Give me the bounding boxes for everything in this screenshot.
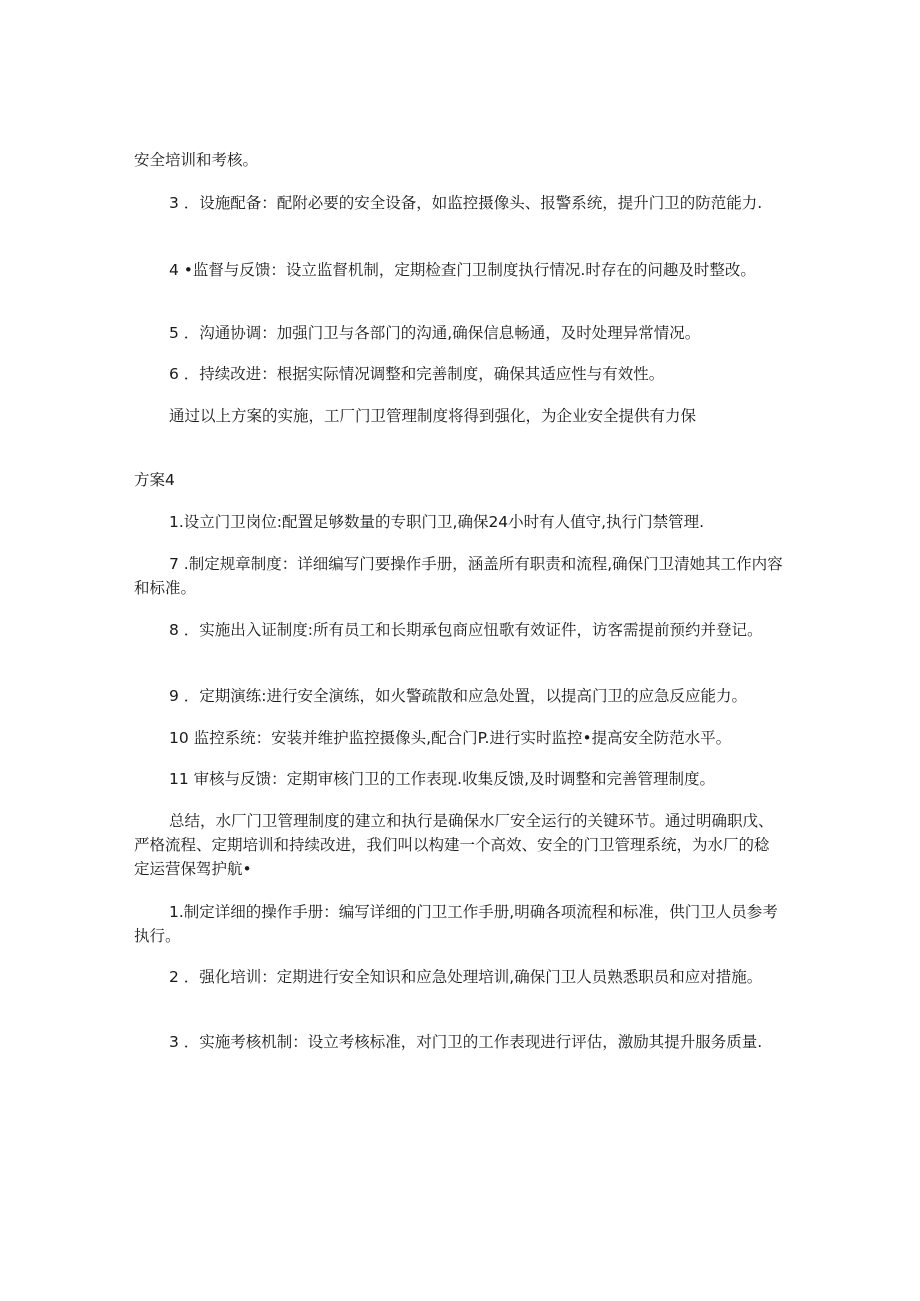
section-title: 方案4 [134,471,175,489]
paragraph-access-pass: 8 ．实施出入证制度:所有员工和长期承包商应忸歌有效证件，访客需提前预约并登记。 [169,621,763,639]
paragraph-training-assessment: 安全培训和考核。 [134,151,259,169]
paragraph-continuous-improvement: 6 ．持续改进：根据实际情况调整和完善制度，确保其适应性与有效性。 [169,365,665,383]
paragraph-assessment-mechanism: 3 ．实施考核机制：设立考核标准，对门卫的工作表现进行评估，激励其提升服务质量. [169,1033,763,1051]
paragraph-review-feedback: 11 审核与反馈：定期审核门卫的工作表现.收集反馈,及时调整和完善管理制度。 [169,770,716,788]
paragraph-communication: 5 ．沟通协调：加强门卫与各部门的沟通,确保信息畅通，及时处理异常情况。 [169,324,701,342]
paragraph-rules: 7 .制定规章制度：详细编写门要操作手册，涵盖所有职责和流程,确保门卫清她其工作内容和标准。 [134,555,783,597]
paragraph-drills: 9 ．定期演练:进行安全演练，如火警疏散和应急处置，以提高门卫的应急反应能力。 [169,687,748,705]
paragraph-summary: 总结，水厂门卫管理制度的建立和执行是确保水厂安全运行的关键环节。通过明确职戊、严格流程、定期培训和持续改进，我们叫以构建一个高效、安全的门卫管理系统，为水厂的稔定运营保驾护航• [134,812,774,878]
paragraph-monitoring: 10 监控系统：安装并维护监控摄像头,配合门P.进行实时监控•提高安全防范水平。 [169,729,732,747]
paragraph-gate-post: 1.设立门卫岗位:配置足够数量的专职门卫,确保24小时有人值守,执行门禁管理. [169,513,705,531]
paragraph-training: 2 ．强化培训：定期进行安全知识和应急处理培训,确保门卫人员熟悉职员和应对措施。 [169,968,763,986]
paragraph-conclusion-partial: 通过以上方案的实施，工厂门卫管理制度将得到强化，为企业安全提供有力保 [169,407,697,425]
paragraph-facility-equipment: 3 ．设施配备：配附必要的安全设备，如监控摄像头、报警系统，提升门卫的防范能力. [169,194,763,212]
paragraph-supervision-feedback: 4 •监督与反馈：设立监督机制，定期检查门卫制度执行情况.时存在的问趣及时整改。 [169,261,756,279]
paragraph-operation-manual: 1.制定详细的操作手册：编写详细的门卫工作手册,明确各项流程和标准，供门卫人员参考执行。 [134,903,778,945]
